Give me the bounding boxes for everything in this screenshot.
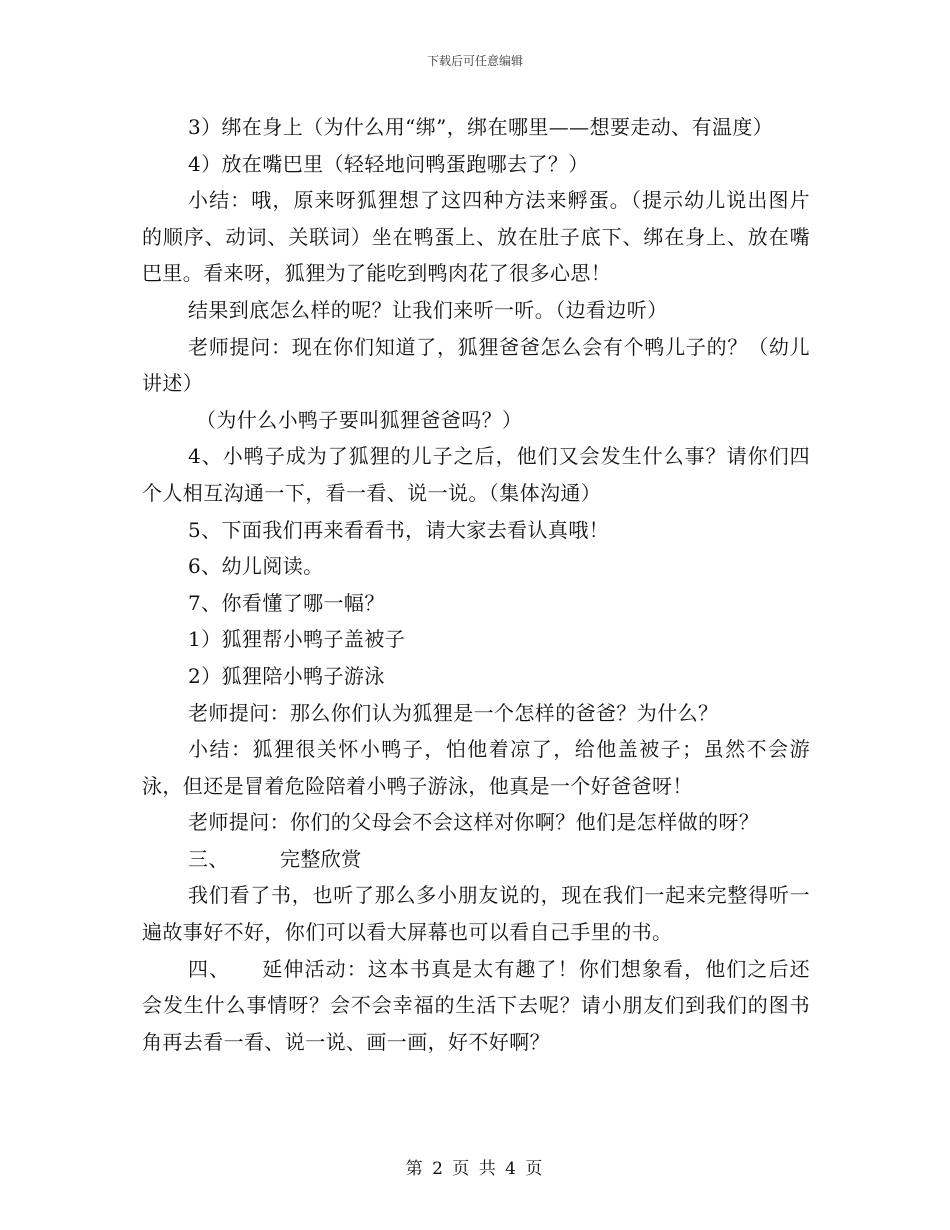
document-body — [142, 109, 810, 1060]
section-heading: 三、 完整欣赏 — [188, 846, 362, 871]
paragraph: 4、小鸭子成为了狐狸的儿子之后，他们又会发生什么事？请你们四个人相互沟通一下，看一看、说一说。（集体沟通） — [142, 444, 810, 505]
paragraph: 老师提问：现在你们知道了，狐狸爸爸怎么会有个鸭儿子的？（幼儿讲述） — [142, 334, 810, 396]
paragraph: 7、你看懂了哪一幅？ — [188, 590, 385, 615]
paragraph: 小结：哦，原来呀狐狸想了这四种方法来孵蛋。（提示幼儿说出图片的顺序、动词、关联词）坐在鸭蛋上、放在肚子底下、绑在身上、放在嘴巴里。看来呀，狐狸为了能吃到鸭肉花了很多心思！ — [142, 188, 810, 286]
paragraph: 老师提问：你们的父母会不会这样对你啊？他们是怎样做的呀？ — [188, 810, 760, 835]
paragraph: 6、幼儿阅读。 — [188, 554, 324, 579]
paragraph: 4）放在嘴巴里（轻轻地问鸭蛋跑哪去了？） — [188, 151, 589, 176]
paragraph: 老师提问：那么你们认为狐狸是一个怎样的爸爸？为什么？ — [188, 700, 719, 725]
paragraph: 2）狐狸陪小鸭子游泳 — [188, 663, 385, 688]
paragraph: 四、 延伸活动：这本书真是太有趣了！你们想象看，他们之后还会发生什么事情呀？会不会幸福的生活下去呢？请小朋友们到我们的图书角再去看一看、说一说、画一画，好不好啊？ — [142, 956, 810, 1054]
paragraph: 3）绑在身上（为什么用“绑”，绑在哪里——想要走动、有温度） — [188, 115, 774, 139]
page-header-note: 下载后可任意编辑 — [426, 54, 523, 68]
paragraph: 小结：狐狸很关怀小鸭子，怕他着凉了，给他盖被子；虽然不会游泳，但还是冒着危险陪着小鸭子游泳，他真是一个好爸爸呀！ — [142, 737, 810, 798]
paragraph: 5、下面我们再来看看书，请大家去看认真哦！ — [188, 517, 610, 542]
paragraph: 1）狐狸帮小鸭子盖被子 — [188, 627, 406, 652]
paragraph: 结果到底怎么样的呢？让我们来听一听。（边看边听） — [188, 297, 668, 322]
page-number: 第 2 页 共 4 页 — [405, 1159, 545, 1179]
paragraph: （为什么小鸭子要叫狐狸爸爸吗？） — [196, 407, 523, 432]
paragraph: 我们看了书，也听了那么多小朋友说的，现在我们一起来完整得听一遍故事好不好，你们可以看大屏幕也可以看自己手里的书。 — [142, 883, 810, 945]
